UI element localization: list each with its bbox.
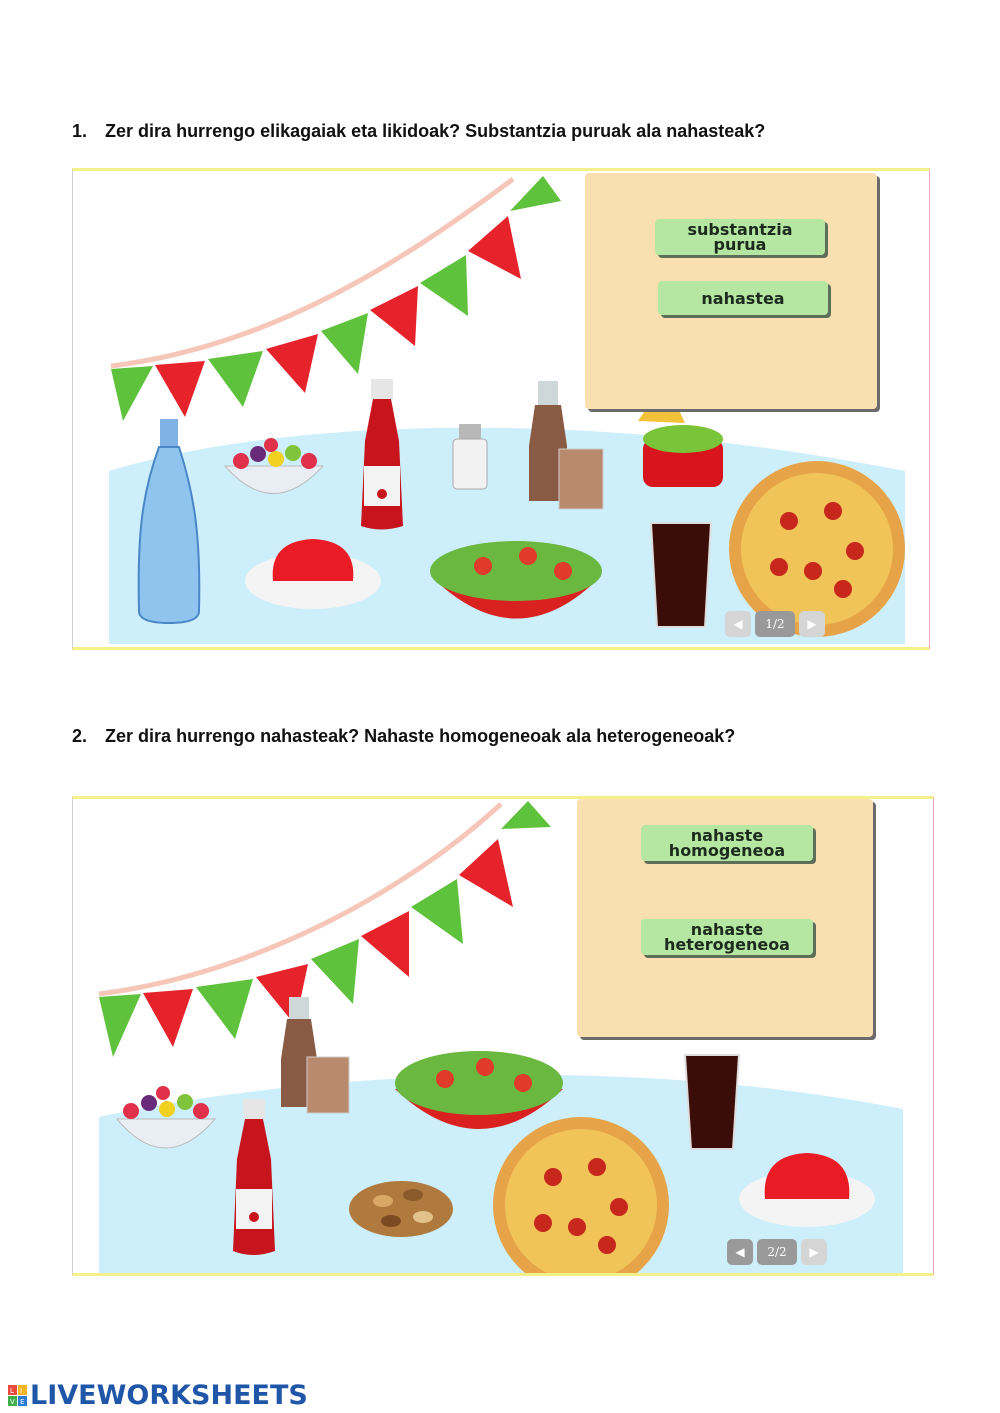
option-line: heterogeneoa xyxy=(664,935,790,954)
mixed-nuts xyxy=(349,1181,453,1237)
question-2-number: 2. xyxy=(72,726,88,746)
option-line: nahastea xyxy=(701,288,785,308)
page-indicator: 2/2 xyxy=(757,1239,797,1265)
option-substantzia-purua[interactable] xyxy=(655,219,825,255)
brand-name: LIVEWORKSHEETS xyxy=(30,1380,308,1411)
logo-letter: L xyxy=(10,1386,14,1395)
logo-letter: I xyxy=(20,1386,23,1395)
pager-1 xyxy=(725,611,825,637)
next-page-button[interactable] xyxy=(801,1239,827,1265)
activity-panel-2 xyxy=(72,796,934,1276)
option-nahaste-homogeneoa[interactable] xyxy=(641,825,813,861)
logo-mark-icon xyxy=(8,1385,28,1407)
activity-panel-1 xyxy=(72,168,930,650)
next-page-button[interactable] xyxy=(799,611,825,637)
option-line: substantzia xyxy=(687,220,793,239)
option-nahastea[interactable] xyxy=(658,281,828,315)
bunting-flags xyxy=(99,801,551,1057)
page-indicator: 1/2 xyxy=(755,611,795,637)
option-line: nahaste xyxy=(690,920,764,939)
chocolate-milk-bottle xyxy=(281,997,349,1113)
prev-page-button[interactable] xyxy=(727,1239,753,1265)
question-1-text: Zer dira hurrengo elikagaiak eta likidoak? Substantzia puruak ala nahasteak? xyxy=(105,121,766,141)
prev-page-button[interactable] xyxy=(725,611,751,637)
option-line: purua xyxy=(713,235,767,254)
cola-glass xyxy=(685,1055,739,1149)
water-bottle xyxy=(139,419,200,623)
chevron-left-icon: ◀ xyxy=(735,1245,745,1259)
liveworksheets-logo xyxy=(8,1380,308,1411)
question-1 xyxy=(72,121,765,142)
chevron-left-icon: ◀ xyxy=(733,617,743,631)
bunting-flags xyxy=(111,176,561,421)
option-line: homogeneoa xyxy=(668,841,786,860)
cola-glass xyxy=(651,523,711,627)
question-1-number: 1. xyxy=(72,121,88,141)
logo-letter: E xyxy=(20,1397,25,1406)
ketchup-bottle xyxy=(361,379,403,530)
pager-2 xyxy=(727,1239,827,1265)
logo-letter: V xyxy=(10,1397,15,1406)
option-line: nahaste xyxy=(690,826,764,845)
chevron-right-icon: ▶ xyxy=(809,1245,819,1259)
chevron-right-icon: ▶ xyxy=(807,617,817,631)
question-2-text: Zer dira hurrengo nahasteak? Nahaste homogeneoak ala heterogeneoak? xyxy=(105,726,736,746)
option-nahaste-heterogeneoa[interactable] xyxy=(641,919,813,955)
question-2 xyxy=(72,726,735,747)
